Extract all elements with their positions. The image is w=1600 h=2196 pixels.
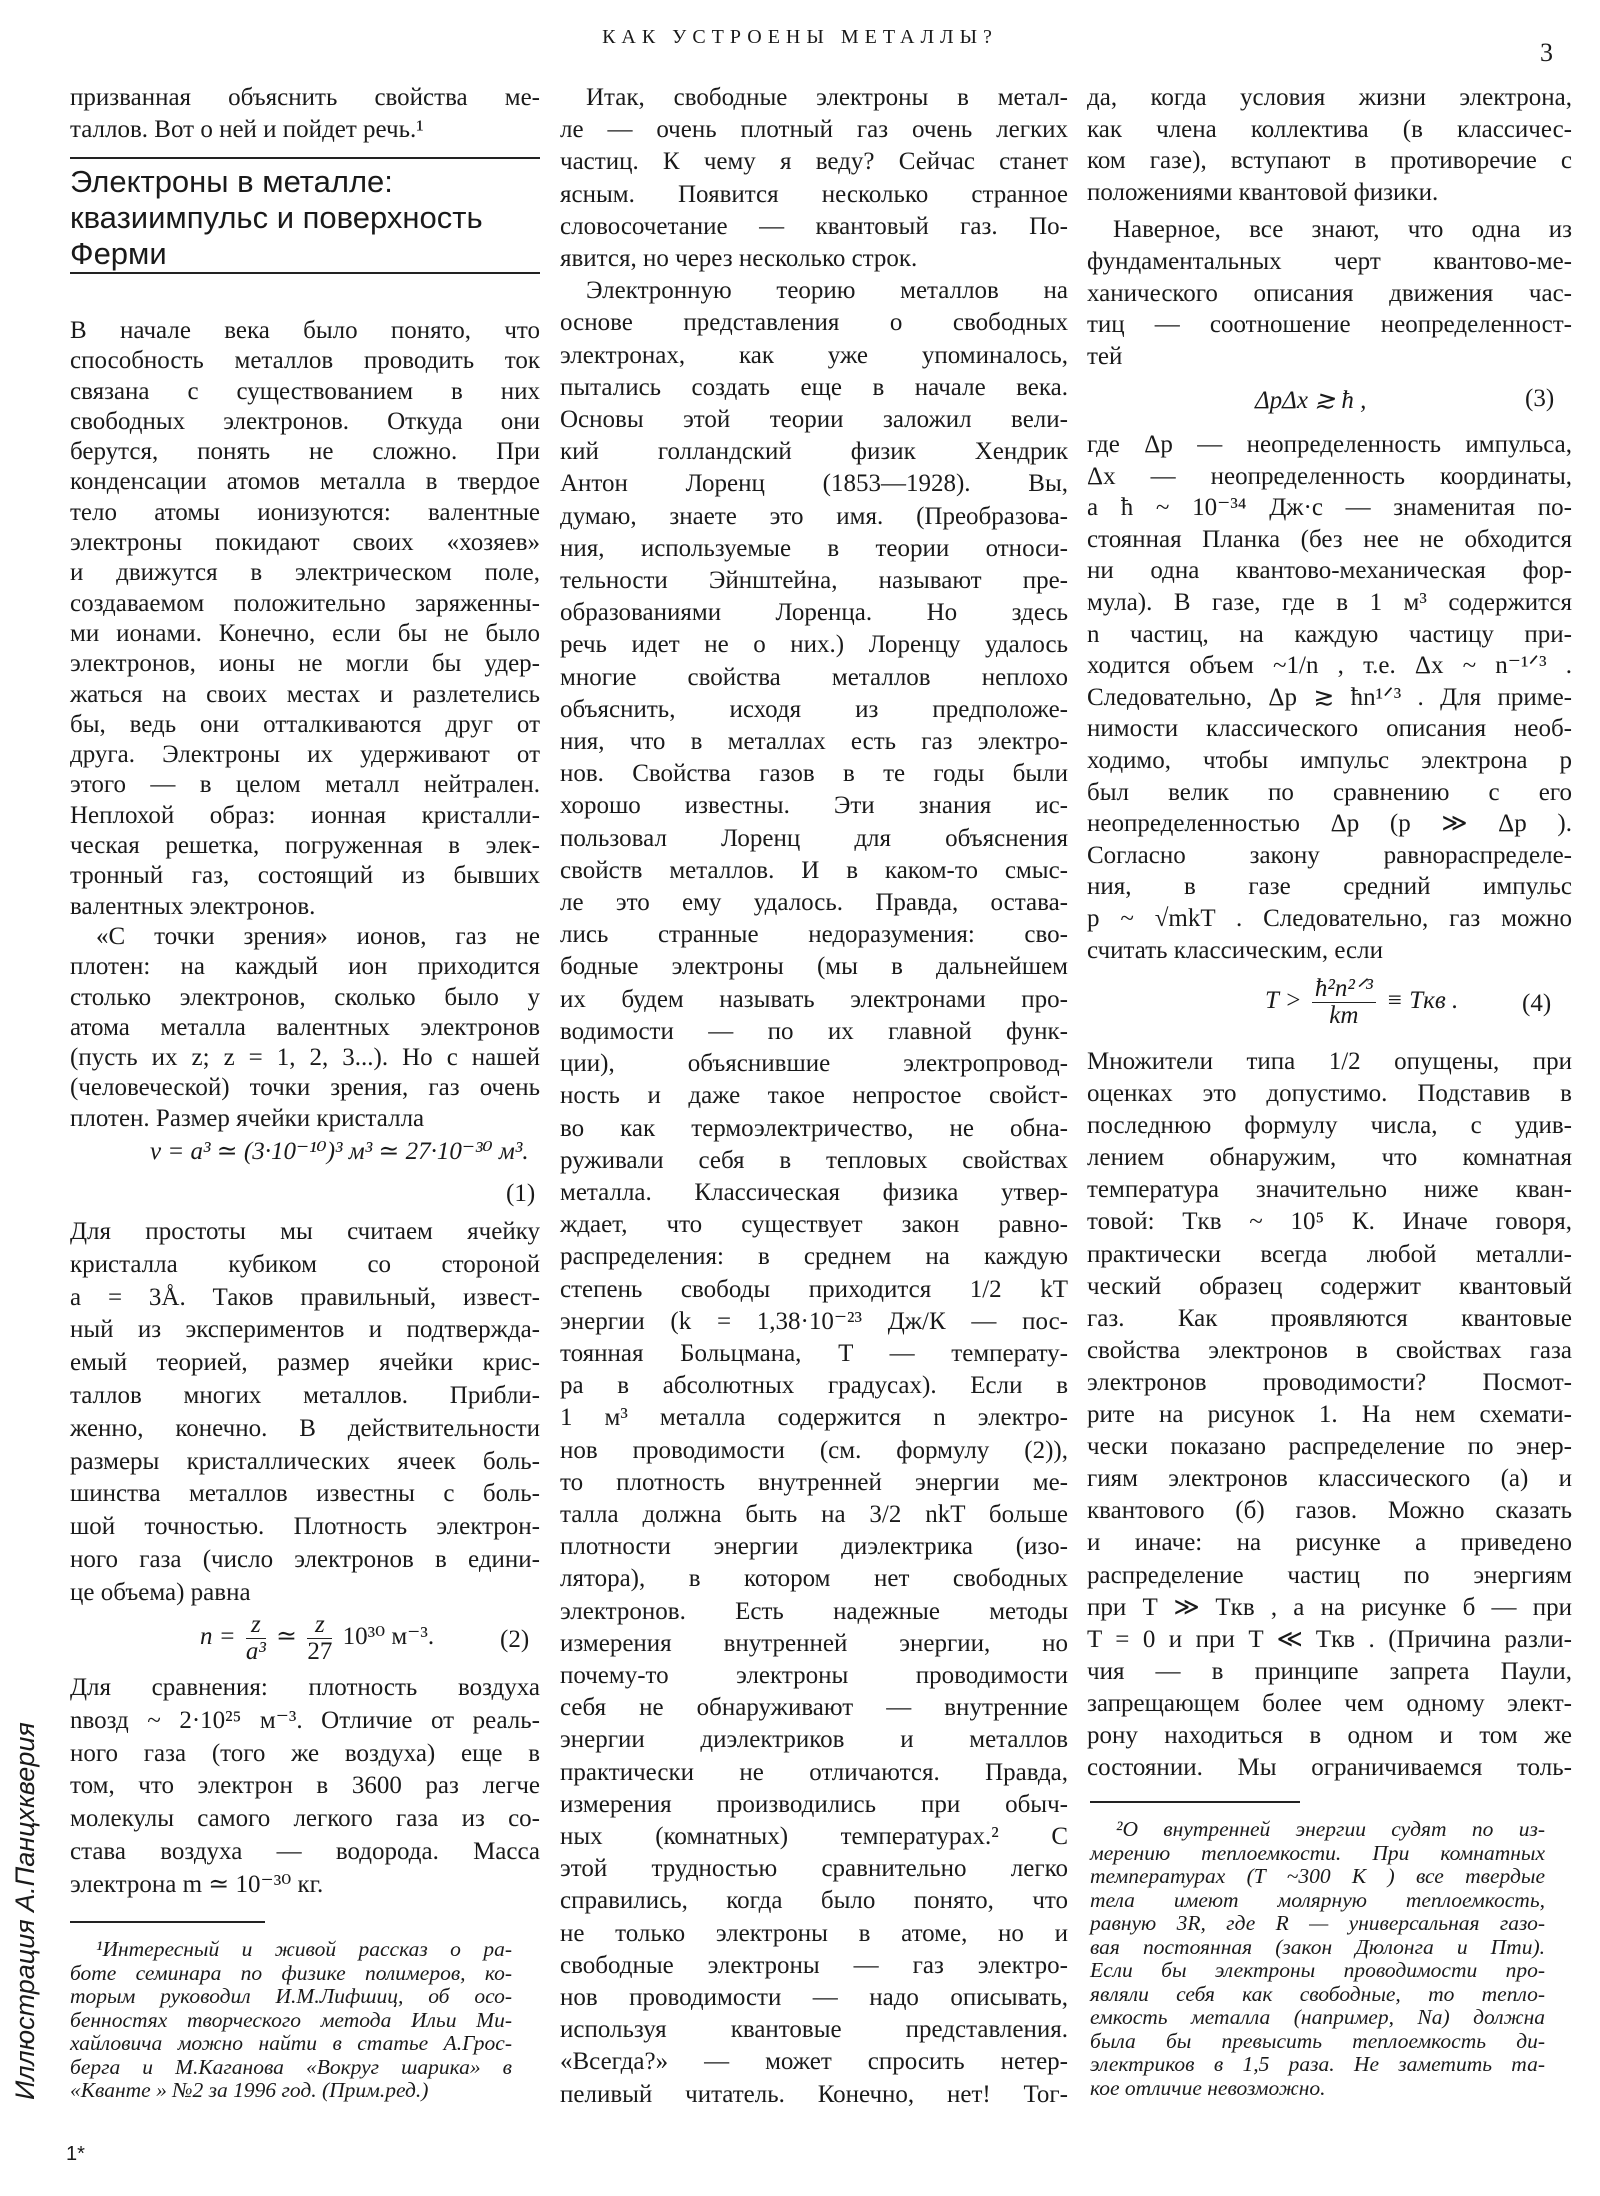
- text-line: рону находиться в одном и том же: [1087, 1721, 1572, 1749]
- text-line: свойства электронов в свойствах газа: [1087, 1336, 1572, 1364]
- equation-number: (2): [500, 1626, 530, 1653]
- text-line: Антон Лоренц (1853—1928). Вы,: [560, 470, 1068, 498]
- text-line: ле — очень плотный газ очень легких: [560, 116, 1068, 144]
- text-line: гиям электронов классического (a) и: [1087, 1465, 1572, 1493]
- running-title: КАК УСТРОЕНЫ МЕТАЛЛЫ?: [602, 26, 998, 48]
- text-line: T = 0 и при T ≪ Tкв . (Причина разли-: [1087, 1625, 1572, 1653]
- paragraph: [1087, 429, 1572, 966]
- text-line: столько электронов, сколько было у: [70, 983, 540, 1011]
- text-line: почему-то электроны проводимости: [560, 1661, 1068, 1689]
- text-line: квантового (б) газов. Можно сказать: [1087, 1497, 1572, 1525]
- formula-3: ΔpΔx ≳ ħ ,: [1255, 387, 1367, 414]
- text-line: кое отличие невозможно.: [1090, 2075, 1326, 2100]
- text-line: ле это ему удалось. Правда, остава-: [560, 889, 1068, 917]
- text-line: частиц. К чему я веду? Сейчас станет: [560, 148, 1068, 176]
- divider: [70, 157, 540, 159]
- formula-4: [1265, 976, 1458, 1029]
- numerator: z: [246, 1612, 266, 1639]
- paragraph: [1087, 1046, 1572, 1784]
- text-line: вая постоянная (закон Дюлонга и Пти).: [1090, 1934, 1545, 1959]
- text-line: этой трудностью сравнительно легко: [560, 1855, 1068, 1883]
- text-line: измерения производились при обыч-: [560, 1790, 1068, 1818]
- text-line: ный из экспериментов и подтвержда-: [70, 1316, 540, 1344]
- left-column-intro: [70, 82, 540, 145]
- text-line: способность металлов проводить ток: [70, 347, 540, 375]
- text-line: электроны покидают своих «хозяев»: [70, 529, 540, 557]
- footnote-divider: [70, 1921, 265, 1923]
- text-line: ясным. Появится несколько странное: [560, 180, 1068, 208]
- text-line: Для простоты мы считаем ячейку: [70, 1218, 540, 1245]
- text-line: призванная объяснить свойства ме-: [70, 84, 540, 111]
- right-column-body: [1087, 1046, 1572, 1784]
- text-line: ²О внутренней энергии судят по из-: [1116, 1817, 1545, 1841]
- text-line: при T ≫ Tкв , а на рисунке б — при: [1087, 1593, 1572, 1621]
- text-line: ком газе), вступают в противоречие с: [1087, 147, 1572, 175]
- numerator: z: [307, 1612, 332, 1639]
- text-line: то плотность внутренней энергии ме-: [560, 1468, 1068, 1496]
- text-line: ни одна квантово-механическая фор-: [1087, 557, 1572, 585]
- text-line: Основы этой теории заложил вели-: [560, 406, 1068, 434]
- formula-part: 10³⁰ м⁻³.: [342, 1623, 435, 1651]
- paragraph: [1087, 214, 1572, 372]
- text-line: «С точки зрения» ионов, газ не: [96, 922, 540, 950]
- text-line: талла должна быть на 3/2 nkT больше: [560, 1500, 1068, 1528]
- text-line: тронный газ, состоящий из бывших: [70, 862, 540, 890]
- text-line: це объема) равна: [70, 1578, 251, 1606]
- text-line: явится, но через несколько строк.: [560, 245, 918, 273]
- page-number: 3: [1540, 38, 1553, 67]
- text-line: ходимо, чтобы импульс электрона p: [1087, 746, 1572, 774]
- paragraph: [70, 1216, 540, 1610]
- text-line: нов проводимости (см. формулу (2)),: [560, 1436, 1068, 1464]
- text-line: состоянии. Мы ограничиваемся толь-: [1087, 1754, 1572, 1782]
- text-line: a = 3Å. Таков правильный, извест-: [70, 1283, 540, 1311]
- right-column: [1087, 82, 1572, 372]
- formula-1: v = a³ ≃ (3·10⁻¹⁰)³ м³ ≃ 27·10⁻³⁰ м³.: [150, 1138, 529, 1165]
- text-line: Электронную теорию металлов на: [586, 277, 1068, 305]
- text-line: электронов. Есть надежные методы: [560, 1597, 1068, 1625]
- formula-part: T >: [1265, 987, 1302, 1015]
- text-line: мерению теплоемкости. При комнатных: [1090, 1840, 1545, 1865]
- text-line: равную 3R, где R — универсальная газо-: [1090, 1911, 1545, 1935]
- text-line: нов. Свойства газов в те годы были: [560, 760, 1068, 788]
- text-line: ра в абсолютных градусах). Если в: [560, 1372, 1068, 1400]
- divider: [70, 272, 540, 274]
- text-line: неопределенностью Δp (p ≫ Δp ).: [1087, 810, 1572, 838]
- text-line: стоянная Планка (без нее не обходится: [1087, 525, 1572, 553]
- text-line: ми ионами. Конечно, если бы не было: [70, 619, 540, 647]
- text-line: электронов, ионы не могли бы удер-: [70, 650, 540, 678]
- text-line: электронах, как уже упоминалось,: [560, 341, 1068, 369]
- text-line: и иначе: на рисунке a приведено: [1087, 1529, 1572, 1557]
- text-line: объяснить, исходя из предположе-: [560, 695, 1068, 723]
- text-line: являли себя как свободные, то тепло-: [1090, 1981, 1545, 2006]
- text-line: пытались создать еще в начале века.: [560, 373, 1068, 401]
- text-line: ческий образец содержит квантовый: [1087, 1272, 1572, 1300]
- text-line: кий голландский физик Хендрик: [560, 438, 1068, 466]
- text-line: шой точностью. Плотность электрон-: [70, 1513, 540, 1541]
- text-line: этого — в целом металл нейтрален.: [70, 771, 540, 799]
- fraction: [1312, 976, 1376, 1029]
- text-line: тельности Эйнштейна, называют пре-: [560, 567, 1068, 595]
- illustration-credit: Иллюстрация А.Панцхкверия: [10, 1722, 40, 2100]
- text-line: размеры кристаллических ячеек боль-: [70, 1447, 540, 1475]
- text-line: ханического описания движения час-: [1087, 279, 1572, 307]
- text-line: конденсации атомов металла в твердое: [70, 468, 540, 496]
- text-line: электриков в 1,5 раза. Не заметить та-: [1090, 2052, 1545, 2076]
- text-line: бодные электроны (мы в дальнейшем: [560, 953, 1068, 981]
- text-line: (пусть их z; z = 1, 2, 3...). Но с нашей: [70, 1044, 540, 1072]
- text-line: плотен. Размер ячейки кристалла: [70, 1104, 425, 1132]
- text-line: и движутся в электрическом поле,: [70, 559, 540, 587]
- text-line: металла. Классическая физика утвер-: [560, 1178, 1068, 1206]
- text-line: как члена коллектива (в классичес-: [1087, 115, 1572, 143]
- text-line: где Δp — неопределенность импульса,: [1087, 431, 1572, 458]
- text-line: свободных электронов. Откуда они: [70, 407, 540, 435]
- text-line: молекулы самого легкого газа из со-: [70, 1805, 540, 1833]
- text-line: электрона m ≃ 10⁻³⁰ кг.: [70, 1870, 324, 1898]
- left-column-body: [70, 1672, 540, 1902]
- text-line: Наверное, все знают, что одна из: [1113, 216, 1572, 244]
- formula-part: ≃: [276, 1623, 298, 1651]
- text-line: используя квантовые представления.: [560, 2016, 1068, 2044]
- text-line: том, что электрон в 3600 раз легче: [70, 1772, 540, 1800]
- text-line: тиц — соотношение неопределенност-: [1087, 311, 1572, 339]
- text-line: фундаментальных черт квантово-ме-: [1087, 247, 1572, 275]
- text-line: «Всегда?» — может спросить нетер-: [560, 2048, 1068, 2076]
- middle-column: [560, 82, 1068, 2111]
- text-line: берутся, понять не сложно. При: [70, 438, 540, 466]
- text-line: измерения внутренней энергии, но: [560, 1629, 1068, 1657]
- text-line: nвозд ~ 2·10²⁵ м⁻³. Отличие от реаль-: [70, 1706, 540, 1734]
- text-line: температура значительно ниже кван-: [1087, 1176, 1572, 1204]
- text-line: ¹Интересный и живой рассказ о ра-: [96, 1937, 512, 1961]
- text-line: друга. Электроны их удерживают от: [70, 741, 540, 769]
- fraction: [246, 1612, 266, 1665]
- text-line: Итак, свободные электроны в метал-: [586, 84, 1068, 111]
- text-line: пеливый читатель. Конечно, нет! Тог-: [560, 2080, 1068, 2108]
- text-line: ния, в газе средний импульс: [1087, 873, 1572, 901]
- text-line: создаваемом положительно заряженны-: [70, 589, 540, 617]
- text-line: таллов многих металлов. Прибли-: [70, 1381, 540, 1409]
- text-line: Электроны в металле:: [70, 164, 393, 199]
- text-line: считать классическим, если: [1087, 936, 1383, 964]
- text-line: p ~ √mkT . Следовательно, газ можно: [1087, 904, 1572, 932]
- text-line: боте семинара по физике полимеров, ко-: [70, 1960, 512, 1985]
- text-line: чески показано распределение по энер-: [1087, 1433, 1572, 1461]
- text-line: ного газа (число электронов в едини-: [70, 1545, 540, 1573]
- text-line: товой: Tкв ~ 10⁵ К. Иначе говоря,: [1087, 1208, 1572, 1236]
- signature-mark: 1*: [66, 2143, 85, 2165]
- text-line: многие свойства металлов неплохо: [560, 663, 1068, 691]
- text-line: тела имеют молярную теплоемкость,: [1090, 1887, 1545, 1912]
- text-line: В начале века было понято, что: [70, 317, 540, 344]
- text-line: связана с существованием в них: [70, 377, 540, 405]
- text-line: распределения: в среднем на каждую: [560, 1243, 1068, 1271]
- text-line: ния, используемые в теории относи-: [560, 534, 1068, 562]
- paragraph: [560, 275, 1068, 2111]
- text-line: оценках это допустимо. Подставив в: [1087, 1080, 1572, 1108]
- equation-number: (1): [506, 1180, 536, 1207]
- text-line: 1 м³ металла содержится n электро-: [560, 1404, 1068, 1432]
- text-line: торым руководил И.М.Лифшиц, об осо-: [70, 1984, 512, 2008]
- text-line: свойств металлов. И в каком-то смыс-: [560, 856, 1068, 884]
- text-line: был велик по сравнению с его: [1087, 778, 1572, 806]
- text-line: свободные электроны — газ электро-: [560, 1951, 1068, 1979]
- text-line: емкость металла (например, Na) должна: [1090, 2005, 1545, 2029]
- text-line: ного газа (того же воздуха) еще в: [70, 1739, 540, 1767]
- text-line: тоянная Больцмана, T — температу-: [560, 1339, 1068, 1367]
- text-line: энергии диэлектриков и металлов: [560, 1726, 1068, 1754]
- text-line: ческая решетка, погруженная в элек-: [70, 832, 540, 860]
- text-line: тей: [1087, 342, 1123, 370]
- text-line: чия — в принципе запрета Паули,: [1087, 1657, 1572, 1685]
- denominator: 27: [307, 1638, 333, 1665]
- text-line: ции), объяснившие электропровод-: [560, 1050, 1068, 1078]
- text-line: да, когда условия жизни электрона,: [1087, 84, 1572, 111]
- text-line: женно, конечно. В действительности: [70, 1414, 540, 1442]
- text-line: речь идет не о них.) Лоренцу удалось: [560, 631, 1068, 659]
- text-line: ния, что в металлах есть газ электро-: [560, 728, 1068, 756]
- text-line: лись странные недоразумения: сво-: [560, 921, 1068, 949]
- text-line: положениями квантовой физики.: [1087, 178, 1439, 206]
- text-line: таллов. Вот о ней и пойдет речь.¹: [70, 115, 424, 143]
- formula-2: [200, 1612, 434, 1665]
- text-line: лятора), в котором нет свободных: [560, 1565, 1068, 1593]
- text-line: ждает, что существует закон равно-: [560, 1211, 1068, 1239]
- right-column-body: [1087, 429, 1572, 966]
- text-line: валентных электронов.: [70, 892, 316, 920]
- denominator: km: [1329, 1002, 1359, 1029]
- text-line: Согласно закону равнораспределе-: [1087, 841, 1572, 869]
- text-line: (человеческой) точки зрения, газ очень: [70, 1074, 540, 1102]
- paragraph: [70, 1672, 540, 1902]
- text-line: тело атомы ионизуются: валентные: [70, 498, 540, 526]
- text-line: Если бы электроны проводимости про-: [1090, 1958, 1545, 1982]
- text-line: водимости — по их главной функ-: [560, 1017, 1068, 1045]
- equation-number: (4): [1522, 990, 1552, 1017]
- text-line: ность и даже такое непростое свойст-: [560, 1082, 1068, 1110]
- text-line: была бы превысить теплоемкость ди-: [1090, 2028, 1545, 2053]
- text-line: берга и М.Каганова «Вокруг шарика» в: [70, 2054, 512, 2079]
- text-line: распределение частиц по энергиям: [1087, 1561, 1572, 1589]
- text-line: словосочетание — квантовый газ. По-: [560, 212, 1068, 240]
- text-line: бенностях творческого метода Ильи Ми-: [70, 2007, 512, 2032]
- text-line: Ферми: [70, 236, 167, 271]
- text-line: себя не обнаруживают — внутренние: [560, 1694, 1068, 1722]
- text-line: Для сравнения: плотность воздуха: [70, 1674, 540, 1701]
- text-line: энергии (k = 1,38·10⁻²³ Дж/К — пос-: [560, 1307, 1068, 1335]
- text-line: бы, ведь они отталкиваются друг от: [70, 710, 540, 738]
- section-heading: [70, 164, 540, 272]
- text-line: их будем называть электронами про-: [560, 985, 1068, 1013]
- text-line: плотен: на каждый ион приходится: [70, 953, 540, 981]
- text-line: во как термоэлектричество, не обна-: [560, 1114, 1068, 1142]
- left-column-body: [70, 1216, 540, 1610]
- denominator: a³: [245, 1638, 266, 1665]
- text-line: хорошо известны. Эти знания ис-: [560, 792, 1068, 820]
- text-line: пользовал Лоренц для объяснения: [560, 824, 1068, 852]
- text-line: мула). В газе, где в 1 м³ содержится: [1087, 588, 1572, 616]
- text-line: квазиимпульс и поверхность: [70, 200, 483, 235]
- text-line: последнюю формулу числа, с удив-: [1087, 1112, 1572, 1140]
- paragraph: [560, 82, 1068, 275]
- text-line: шинства металлов известны с боль-: [70, 1480, 540, 1508]
- formula-part: ≡ Tкв .: [1386, 987, 1459, 1015]
- text-line: нов проводимости — надо описывать,: [560, 1983, 1068, 2011]
- text-line: а ħ ~ 10⁻³⁴ Дж·с — знаменитая по-: [1087, 494, 1572, 522]
- text-line: Δx — неопределенность координаты,: [1087, 462, 1572, 490]
- text-line: газ. Как проявляются квантовые: [1087, 1304, 1572, 1332]
- text-line: n частиц, на каждую частицу при-: [1087, 620, 1572, 648]
- text-line: лением обнаружим, что комнатная: [1087, 1144, 1572, 1172]
- text-line: «Кванте » №2 за 1996 год. (Прим.ред.): [70, 2078, 429, 2102]
- text-line: жаться на своих местах и разлетелись: [70, 680, 540, 708]
- left-column-body: [70, 316, 540, 1134]
- paragraph: [1087, 82, 1572, 208]
- paragraph: [70, 316, 540, 922]
- text-line: става воздуха — водорода. Масса: [70, 1837, 540, 1865]
- text-line: справились, когда было понято, что: [560, 1887, 1068, 1915]
- paragraph: [70, 82, 540, 145]
- text-line: нимости классического описания необ-: [1087, 715, 1572, 743]
- text-line: основе представления о свободных: [560, 309, 1068, 337]
- text-line: степень свободы приходится 1/2 kT: [560, 1275, 1068, 1303]
- text-line: руживали себя в тепловых свойствах: [560, 1146, 1068, 1174]
- text-line: атома металла валентных электронов: [70, 1013, 540, 1041]
- footnote-1: [70, 1938, 512, 2103]
- text-line: Неплохой образ: ионная кристалли-: [70, 801, 540, 829]
- text-line: образованиями Лоренца. Но здесь: [560, 599, 1068, 627]
- text-line: думаю, знаете это имя. (Преобразова-: [560, 502, 1068, 530]
- paragraph: [70, 922, 540, 1134]
- text-line: практически всегда любой металли-: [1087, 1240, 1572, 1268]
- footnote-2: [1090, 1818, 1545, 2100]
- text-line: электронов проводимости? Посмот-: [1087, 1368, 1572, 1396]
- text-line: рите на рисунок 1. На нем схемати-: [1087, 1401, 1572, 1429]
- text-line: Следовательно, Δp ≳ ħn¹ᐟ³ . Для приме-: [1087, 683, 1572, 711]
- numerator: ħ²n²ᐟ³: [1312, 976, 1376, 1003]
- equation-number: (3): [1525, 385, 1555, 412]
- text-line: ходится объем ~1/n , т.е. Δx ~ n⁻¹ᐟ³ .: [1087, 652, 1572, 680]
- text-line: запрещающем более чем одному элект-: [1087, 1689, 1572, 1717]
- text-line: не только электроны в атоме, но и: [560, 1919, 1068, 1947]
- text-line: практически не отличаются. Правда,: [560, 1758, 1068, 1786]
- text-line: Множители типа 1/2 опущены, при: [1087, 1048, 1572, 1075]
- text-line: емый теорией, размер ячейки крис-: [70, 1349, 540, 1377]
- footnote-divider: [1090, 1801, 1300, 1803]
- fraction: [307, 1612, 332, 1665]
- text-line: хайловича можно найти в статье А.Грос-: [70, 2031, 512, 2055]
- text-line: температурах (T ~300 K ) все твердые: [1090, 1864, 1545, 1888]
- text-line: ных (комнатных) температурах.² С: [560, 1822, 1068, 1850]
- text-line: кристалла кубиком со стороной: [70, 1250, 540, 1278]
- formula-part: n =: [200, 1623, 236, 1651]
- text-line: плотности энергии диэлектрика (изо-: [560, 1533, 1068, 1561]
